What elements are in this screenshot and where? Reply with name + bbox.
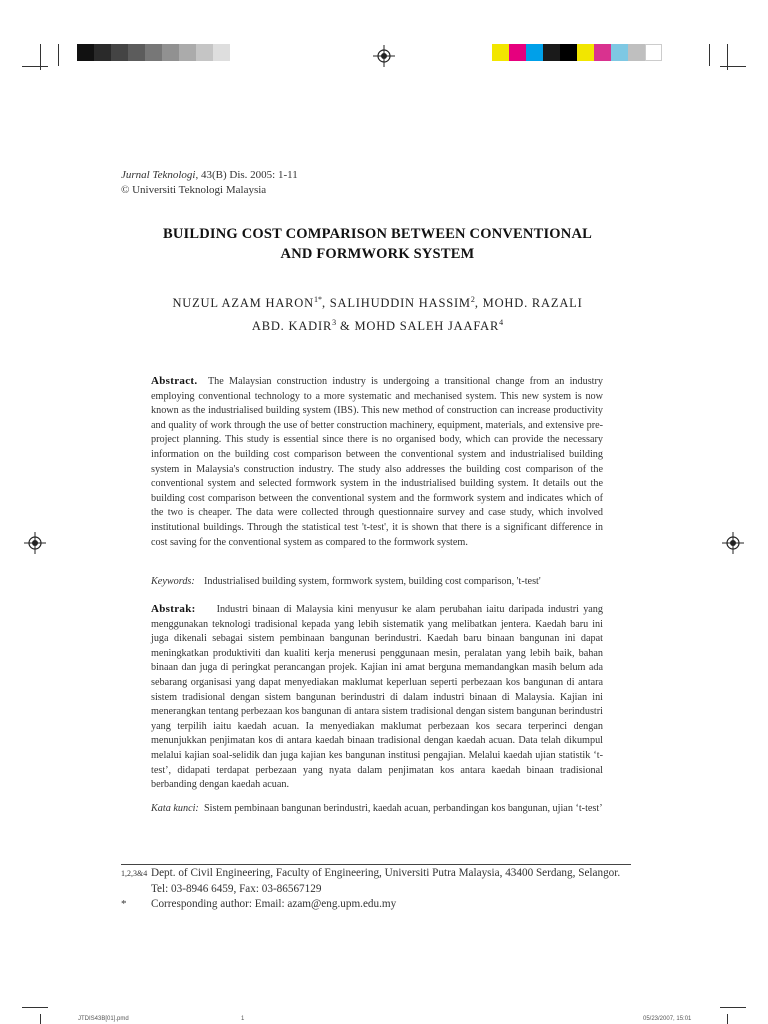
journal-citation bbox=[121, 168, 298, 183]
paper-title-line: BUILDING COST COMPARISON BETWEEN CONVENTIONAL bbox=[162, 226, 593, 242]
paper-title-line: AND FORMWORK SYSTEM bbox=[280, 246, 475, 262]
grey-swatch bbox=[213, 44, 230, 61]
author-name: , SALIHUDDIN HASSIM bbox=[321, 296, 471, 311]
corresponding-footnote-text: Corresponding author: Email: azam@eng.upm.edu.my bbox=[151, 898, 397, 910]
author-affiliation-mark: 4 bbox=[499, 318, 504, 328]
grey-swatch bbox=[196, 44, 213, 61]
abstract-label: Abstract. bbox=[151, 375, 198, 387]
crop-mark bbox=[40, 44, 41, 70]
color-swatch bbox=[594, 44, 611, 61]
crop-mark bbox=[709, 44, 710, 66]
color-swatch bbox=[577, 44, 594, 61]
slug-filename: JTDIS43B[01].pmd bbox=[78, 1016, 129, 1022]
grey-swatch bbox=[111, 44, 128, 61]
abstract-text: The Malaysian construction industry is undergoing a transitional change from an industry employing conventional technology to a more systematic and mechanised system. This new system is now known as the industrialised building system (IBS). This new method of construction can increase productivity and quality of work through the use of better construction machinery, equipment, materials, and extensive pre-project planning. This study is essential since there is no organised body, which can provide the necessary information on the building cost comparison between the conventional system and industrialised building system in Malaysia's construction industry. The study also addresses the building cost comparison of the conventional system and selected formwork system in the industrialised building system. It details out the building cost comparison between the conventional system and the formwork system and indicates which of the two is cheaper. The data were collected through questionnaire survey and case study, which involved institutional buildings. Through the statistical test 't-test', it is shown that there is a significant difference in cost saving for the conventional system as compared to the formwork system. bbox=[151, 376, 603, 548]
abstrak-label: Abstrak: bbox=[151, 603, 196, 615]
keywords-line bbox=[151, 575, 611, 590]
author-line bbox=[100, 313, 655, 336]
journal-copyright: © Universiti Teknologi Malaysia bbox=[121, 184, 267, 196]
grey-swatch bbox=[128, 44, 145, 61]
registration-mark-icon bbox=[373, 45, 395, 67]
author-name: ABD. KADIR bbox=[251, 319, 333, 334]
abstrak-paragraph bbox=[151, 602, 603, 793]
kata-kunci-line bbox=[151, 802, 611, 817]
grey-swatch bbox=[145, 44, 162, 61]
author-name: & MOHD SALEH JAAFAR bbox=[336, 319, 500, 334]
slug-datetime: 05/23/2007, 15:01 bbox=[643, 1016, 692, 1022]
registration-mark-icon bbox=[722, 532, 744, 554]
journal-header bbox=[121, 168, 298, 198]
abstract-paragraph bbox=[151, 374, 603, 550]
kata-kunci-label: Kata kunci: bbox=[151, 803, 199, 814]
grey-swatch bbox=[94, 44, 111, 61]
author-name: NUZUL AZAM HARON bbox=[172, 296, 314, 311]
abstrak-text: Industri binaan di Malaysia kini menyusur ke alam perubahan iaitu daripada industri yang menggunakan teknologi tradisional kepada yang lebih sistematik yang melibatkan jentera. Kaedah baru ini juga dikenali sebagai sistem pembinaan bangunan berindustri. Kaedah baru binaan bangunan ini dapat meningkatkan produktiviti dan kualiti kerja menerusi penggunaan mesin, peralatan yang lebih baik, bahan binaan dan juga di peringkat perancangan projek. Kajian ini amat berguna memandangkan masih belum ada sebarang organisasi yang dapat menyediakan maklumat keperluan seperti perbezaan kos bangunan di antara sistem tradisional dengan sistem bangunan berindustri di dalam industri binaan di Malaysia. Kajian ini menerangkan tentang perbezaan kos bangunan di antara sistem tradisional dengan sistem bangunan berindustri yang terpilih iaitu kaedah acuan. Ia menyediakan maklumat perbezaan kos secara terperinci dengan menunjukkan penjimatan kos di antara kaedah binaan tradisional dengan kaedah acuan. Data telah dikumpul melalui kajian soal-selidik dan juga kajian kes bangunan institusi pengajian. Melalui kaedah ujian statistik ‘t-test’, didapati terdapat perbezaan yang nyata dalam penjimatan kos antara kaedah binaan tradisional berbanding dengan kaedah acuan. bbox=[151, 604, 603, 791]
author-affiliation-mark: 2 bbox=[470, 295, 475, 304]
keywords-text: Industrialised building system, formwork system, building cost comparison, 't-test' bbox=[204, 576, 541, 587]
grey-calibration-bar bbox=[77, 44, 230, 61]
color-swatch bbox=[509, 44, 526, 61]
grey-swatch bbox=[77, 44, 94, 61]
color-calibration-bar bbox=[492, 44, 662, 61]
crop-mark bbox=[40, 1014, 41, 1024]
journal-issue: , 43(B) Dis. 2005: 1-11 bbox=[195, 169, 298, 181]
author-affiliation-mark: 3 bbox=[332, 318, 337, 328]
kata-kunci-text: Sistem pembinaan bangunan berindustri, kaedah acuan, perbandingan kos bangunan, ujian ‘t-test’ bbox=[204, 803, 603, 814]
corresponding-author-footnote bbox=[121, 897, 636, 913]
color-swatch bbox=[611, 44, 628, 61]
color-swatch bbox=[543, 44, 560, 61]
color-swatch bbox=[645, 44, 662, 61]
author-line bbox=[100, 290, 655, 313]
corresponding-footnote-mark: * bbox=[121, 898, 127, 910]
crop-mark bbox=[727, 44, 728, 70]
color-swatch bbox=[560, 44, 577, 61]
journal-name: Jurnal Teknologi bbox=[121, 169, 196, 181]
author-list bbox=[100, 290, 655, 336]
color-swatch bbox=[526, 44, 543, 61]
affiliation-footnote bbox=[121, 866, 636, 897]
crop-mark bbox=[22, 1007, 48, 1008]
crop-mark bbox=[22, 66, 48, 67]
author-name: , MOHD. RAZALI bbox=[474, 296, 583, 311]
color-swatch bbox=[492, 44, 509, 61]
crop-mark bbox=[727, 1014, 728, 1024]
slug-page-number: 1 bbox=[241, 1016, 245, 1022]
grey-swatch bbox=[162, 44, 179, 61]
keywords-label: Keywords: bbox=[151, 576, 195, 587]
grey-swatch bbox=[179, 44, 196, 61]
footnote-divider bbox=[121, 864, 631, 865]
color-swatch bbox=[628, 44, 645, 61]
author-affiliation-mark: 1* bbox=[313, 295, 322, 304]
crop-mark bbox=[720, 1007, 746, 1008]
affiliation-footnote-mark: 1,2,3&4 bbox=[121, 869, 148, 878]
affiliation-footnote-text: Dept. of Civil Engineering, Faculty of Engineering, Universiti Putra Malaysia, 43400 Serdang, Selangor. Tel: 03-8946 6459, Fax: 03-86567129 bbox=[151, 867, 621, 895]
paper-title bbox=[100, 224, 655, 264]
registration-mark-icon bbox=[24, 532, 46, 554]
crop-mark bbox=[58, 44, 59, 66]
crop-mark bbox=[720, 66, 746, 67]
